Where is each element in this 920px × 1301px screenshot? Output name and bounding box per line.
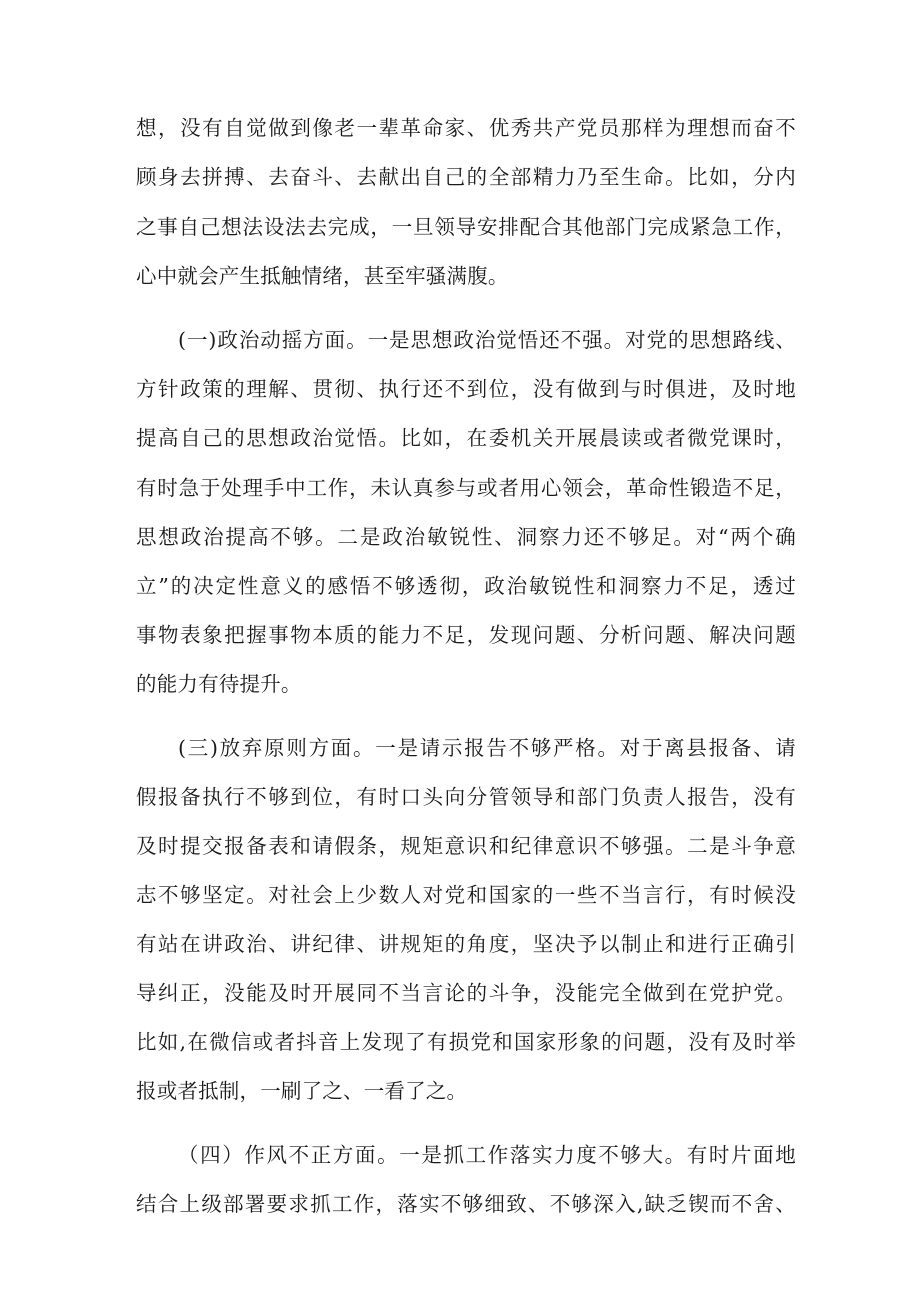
text-line: 提高自己的思想政治觉悟。比如，在委机关开展晨读或者微党课时， <box>136 426 796 450</box>
text-line: 之事自己想法设法去完成，一旦领导安排配合其他部门完成紧急工作， <box>136 215 796 239</box>
text-line: 及时提交报备表和请假条，规矩意识和纪律意识不够强。二是斗争意 <box>136 834 796 858</box>
text-line: 比如,在微信或者抖音上发现了有损党和国家形象的问题，没有及时举 <box>136 1030 796 1054</box>
text-line: 立”的决定性意义的感悟不够透彻，政治敏锐性和洞察力不足，透过 <box>136 574 796 598</box>
text-line: 志不够坚定。对社会上少数人对党和国家的一些不当言行，有时候没 <box>136 883 796 907</box>
text-line: 有站在讲政治、讲纪律、讲规矩的角度，坚决予以制止和进行正确引 <box>136 932 796 956</box>
text-line: 心中就会产生抵触情绪，甚至牢骚满腹。 <box>136 264 509 288</box>
text-line: 想，没有自觉做到像老一辈革命家、优秀共产党员那样为理想而奋不 <box>136 116 796 140</box>
text-line: (一)政治动摇方面。一是思想政治觉悟还不强。对党的思想路线、 <box>178 328 796 352</box>
text-line: 方针政策的理解、贯彻、执行还不到位，没有做到与时俱进，及时地 <box>136 377 796 401</box>
text-line: 思想政治提高不够。二是政治敏锐性、洞察力还不够足。对“两个确 <box>136 525 796 549</box>
text-line: 事物表象把握事物本质的能力不足，发现问题、分析问题、解决问题 <box>136 623 796 647</box>
text-line: 有时急于处理手中工作，未认真参与或者用心领会，革命性锻造不足， <box>136 476 796 500</box>
text-line: （四）作风不正方面。一是抓工作落实力度不够大。有时片面地 <box>178 1143 796 1167</box>
text-line: 的能力有待提升。 <box>136 672 302 696</box>
text-line: (三)放弃原则方面。一是请示报告不够严格。对于离县报备、请 <box>178 736 796 760</box>
text-line: 报或者抵制，一刷了之、一看了之。 <box>136 1079 468 1103</box>
text-line: 顾身去拼搏、去奋斗、去献出自己的全部精力乃至生命。比如，分内 <box>136 165 796 189</box>
text-line: 假报备执行不够到位，有时口头向分管领导和部门负责人报告，没有 <box>136 785 796 809</box>
text-line: 结合上级部署要求抓工作，落实不够细致、不够深入,缺乏锲而不舍、 <box>136 1192 796 1216</box>
text-line: 导纠正，没能及时开展同不当言论的斗争，没能完全做到在党护党。 <box>136 981 796 1005</box>
